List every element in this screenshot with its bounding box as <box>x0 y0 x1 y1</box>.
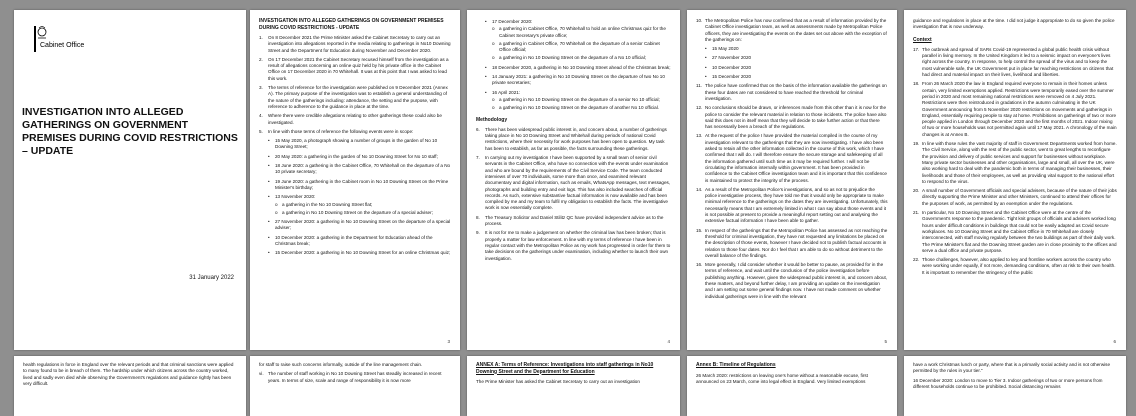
sub-list-item: o a gathering in No 10 Downing Street on the departure of a No 10 official; <box>492 55 671 61</box>
list-item: • 19 June 2020: a gathering in the Cabinet room in No 10 Downing Street on the Prime Minister's birthday; <box>268 179 451 192</box>
report-title: INVESTIGATION INTO ALLEGED GATHERINGS ON GOVERNMENT PREMISES DURING COVID RESTRICTIONS – UPDATE <box>22 106 238 157</box>
context-heading: Context <box>913 36 932 43</box>
date-list <box>705 46 888 80</box>
paragraph: 20. A small number of Government officials and special advisers, because of the nature of their jobs directly supporting the Prime Minister and other Ministers, continued to attend their offices for the purposes of work, as permitted by an exemption under the regulations. <box>913 188 1117 206</box>
document-page-5 <box>687 10 897 350</box>
paragraph: 5. In line with those terms of reference the following events were in scope: <box>259 128 414 134</box>
paragraph: guidance and regulations in place at the time. I did not judge it appropriate to do so given the police investigation that is now underway. <box>913 18 1115 30</box>
list-item: • 13 November 2020: o a gathering in the No 10 Downing Street flat; o a gathering in No 10 Downing Street on the departure of a special adviser; <box>268 194 451 216</box>
sub-list-item: o a gathering in the No 10 Downing Street flat; <box>275 202 451 208</box>
paragraph: 21. In particular, No 10 Downing Street and the Cabinet Office were at the centre of the Government's response to the pandemic. Tight knit groups of officials and advisers worked long hours under difficult conditions in buildings that could not be easily adapted as Covid secure workplaces. No 10 Downing Street and the Cabinet Office in 70 Whitehall are closely interconnected, with staff moving regularly between the two buildings as part of their daily work. The Prime Minister's flat and the Downing Street garden are in close proximity to the offices and serve a dual office and private purpose. <box>913 210 1117 253</box>
document-page-6 <box>904 10 1126 350</box>
cover-page <box>14 10 246 350</box>
annex-b-continued-page <box>904 356 1126 416</box>
sub-list-item: o a gathering in No 10 Downing Street on the departure of another No 10 official. <box>492 105 671 111</box>
list-item: • 20 May 2020: a gathering in the garden of No 10 Downing Street for No 10 staff; <box>268 154 451 160</box>
paragraph: 17. The outbreak and spread of SARs Covid-19 represented a global public health crisis without parallel in living memory. In the United Kingdom it led to a seismic impact on everyone's lives right across the country. In response, to help control the spread of the virus and to keep the most vulnerable safe, the UK Government put in place far reaching restrictions on citizens that had direct and material impact on their lives, livelihood and liberties. <box>913 46 1114 78</box>
annex-b-title: Annex B: Timeline of Regulations <box>696 362 776 368</box>
list-item: • 17 December 2020: o a gathering in Cabinet Office, 70 Whitehall to hold an online Christmas quiz for the Cabinet Secretary's private office; o a gathering in Cabinet Office, 70 Whitehall on the departure of a senior Cabinet Office official; o a gathering in No 10 Downing Street on the departure of a No 10 official; <box>485 19 671 62</box>
report-date: 31 January 2022 <box>189 275 234 281</box>
list-item: • 15 May 2020, a photograph showing a number of groups in the garden of No 10 Downing Street; <box>268 138 451 151</box>
list-item: • 27 November 2020: a gathering in No 10 Downing Street on the departure of a special adviser; <box>268 219 451 232</box>
paragraph: 14. As a result of the Metropolitan Police's investigations, and so as not to prejudice the police investigative process, they have told me that it would only be appropriate to make minimal reference to the gatherings on the dates they are investigating. Unfortunately, this necessarily means that I am extremely limited in what I can say about those events and it is not possible at present to provide a meaningful report setting out and analysing the extensive factual information I have been able to gather. <box>696 186 888 224</box>
annex-b-page <box>687 356 897 416</box>
paragraph: The Prime Minister has asked the Cabinet Secretary to carry out an investigation <box>476 379 640 384</box>
paragraph: for staff to raise such concerns informally, outside of the line management chain. <box>259 362 423 367</box>
paragraph: 16 December 2020: London to move to Tier 3. Indoor gatherings of two or more persons from different households continue to be prohibited. Social distancing remains <box>913 377 1103 389</box>
paragraph: 16. More generally, I did consider whether it would be better to pause, as provided for in the terms of reference, and wait until the conclusion of the police investigation before publishing anything. However, given the widespread public interest in, and concern about, these matters, and beyond further delay, I am providing an update on the investigation and I am setting out some general findings now. I have not made comment on whether individual gatherings were in line with the relevant <box>696 262 888 299</box>
paragraph: vi. The number of staff working in No 10 Downing Street has steadily increased in recent years. In terms of size, scale and range of responsibility it is now more <box>259 371 442 383</box>
paragraph: 15. In respect of the gatherings that the Metropolitan Police has assessed as not reaching the threshold for criminal investigation, they have not requested any limitations be placed on the description of those events, however I have decided not to publish factual accounts in relation to those four dates. Nor do I feel that I am able to do so without detriment to the overall balance of the findings. <box>696 227 888 258</box>
sub-list-item: o a gathering in Cabinet Office, 70 Whitehall on the departure of a senior Cabinet Office official; <box>492 41 671 54</box>
paragraph: 12. No conclusions should be drawn, or inferences made from this other than it is now for the police to consider the relevant material in relation to those incidents. The police have also said this does not in itself mean that they will decide to take further action or that there has necessarily been a breach of the regulations. <box>696 105 887 130</box>
paragraph: 6. There has been widespread public interest in, and concern about, a number of gatherings taking place in No 10 Downing Street and Whitehall during periods of national Covid restrictions, where their necessity for work purposes has been open to question. My task has been to establish, as far as possible, the facts surrounding these gatherings. <box>476 126 667 151</box>
paragraph: 19. In line with those rules the vast majority of staff in Government Departments worked from home. The Civil Service, along with the rest of the public sector, went to great lengths to reconfigure the provision and delivery of public services and support for businesses without workplace. Many private sector businesses and other organisations, large and small, all over the UK, were also working hard to deal with the pandemic both in terms of managing their businesses, their livelihoods and those of their employees, as well as providing vital support to the national effort to respond to the virus. <box>913 141 1117 184</box>
paragraph: 18. From 26 March 2020 the law in England required everyone to remain in their homes unless certain, very limited exemptions applied. Restrictions were temporarily eased over the summer period in 2020 and most remaining national restrictions were removed on 4 July 2021. Restrictions were then reintroduced in gradations in the autumn culminating in the UK Government announcing from 5 November 2020 restrictions on movements and gatherings in England, essentially requiring people to stay at home. Prohibitions on gatherings of two or more people applied in London through December 2020 and the first months of 2021. Indoor mixing of two or more households was not permitted again until 17 May 2021. A chronology of the main changes is at Annex B. <box>913 81 1117 137</box>
document-page-7 <box>14 356 246 416</box>
list-item: • 27 November 2020 <box>705 55 888 61</box>
annex-a-title: ANNEX A: Terms of Reference: Investigations into staff gatherings in No10 Downing Street and the Department for Education <box>476 362 654 375</box>
page-number: 3 <box>447 339 450 344</box>
event-list <box>268 138 451 256</box>
list-item: • 15 December 2020 <box>705 74 888 80</box>
paragraph: 2. On 17 December 2021 the Cabinet Secretary recused himself from the investigation as a result of allegations concerning an online quiz held by his private office in the Cabinet Office on 17 December 2020 in 70 Whitehall. It was at this point that I was asked to lead this work. <box>259 56 449 81</box>
event-list <box>485 19 671 112</box>
document-page-8 <box>250 356 460 416</box>
organisation-name: Cabinet Office <box>40 42 85 49</box>
page-number: 6 <box>1113 339 1116 344</box>
list-item: • 15 December 2020: a gathering in No 10 Downing Street for an online Christmas quiz; <box>268 250 451 256</box>
paragraph: 9. It is not for me to make a judgement on whether the criminal law has been broken; that is properly a matter for law enforcement. In line with my terms of reference I have been in regular contact with the Metropolitan Police as my work has progressed in order for them to take decisions on the gatherings under examination, including whether to launch their own investigation. <box>476 230 671 261</box>
paragraph: 10. The Metropolitan Police has now confirmed that as a result of information provided by the Cabinet Office investigation team, as well as assessments made by Metropolitan Police officers, they are investigating the events on the dates set out above with the exception of the gatherings on: <box>696 18 887 42</box>
paragraph: 3. The terms of reference for the investigation were published on 9 December 2021 (Annex A). The primary purpose of the investigation was to establish a general understanding of the nature of the gatherings including: attendance, the setting and the purpose, with reference to adherence to the guidance in place at the time. <box>259 85 448 109</box>
paragraph: health regulations in force in England over the relevant periods and that criminal sanctions were applied to many found to be in breach of them. The hardship under which citizens across the country worked, lived and sadly even died while observing the Government's regulations and guidance rightly has been very difficult. <box>23 362 234 386</box>
list-item: • 14 January 2021: a gathering in No 10 Downing Street on the departure of two No 10 private secretaries; <box>485 74 671 87</box>
annex-a-page <box>467 356 680 416</box>
paragraph: 11. The police have confirmed that on the basis of the information available the gatherings on these four dates are not considered to have reached the threshold for criminal investigation. <box>696 83 887 101</box>
list-item: • 16 April 2021: o a gathering in No 10 Downing Street on the departure of a senior No 10 official; o a gathering in No 10 Downing Street on the departure of another No 10 official. <box>485 90 671 112</box>
document-page-4 <box>467 10 680 350</box>
paragraph: have a work Christmas lunch or party, where that is a primarily social activity and is not otherwise permitted by the rules in your tier." <box>913 362 1111 374</box>
paragraph: 26 March 2020: restrictions on leaving one's home without a reasonable excuse, first announced on 23 March, come into legal effect in England. Very limited exemptions <box>696 372 868 384</box>
methodology-heading: Methodology <box>476 116 508 123</box>
sub-list-item: o a gathering in No 10 Downing Street on the departure of a special adviser; <box>275 210 451 216</box>
paragraph: 13. At the request of the police I have provided the material compiled in the course of my investigation relevant to the gatherings that they are now investigating. I have also been asked to retain all the other information collected in the course of this work, which I have confirmed that I will do. I will therefore ensure the secure storage and safekeeping of all the information gathered until such time as it may be required further. I will not be circulating the information internally within government. It has been provided in confidence to the Cabinet Office investigation team and it is important that this confidence is maintained to protect the integrity of the process. <box>696 133 887 183</box>
paragraph: 7. In carrying out my investigation I have been supported by a small team of senior civil servants in the Cabinet Office, who have no connection with the events under examination and who are bound by the requirements of the Civil Service Code. The team conducted interviews of over 70 individuals, some more than once, and examined relevant documentary and digital information, such as emails, WhatsApp messages, text messages, photographs and building entry and exit logs. This has also included searches of official records. As such, extensive substantive factual information is now available and has been compiled by me and my team to fulfil my obligation to establish the facts. The investigative work is now essentially complete. <box>476 155 671 211</box>
page-number: 5 <box>884 339 887 344</box>
list-item: • 18 December 2020, a gathering in No 10 Downing Street ahead of the Christmas break; <box>485 65 671 71</box>
paragraph: 4. Where there were credible allegations relating to other gatherings these could also be investigated. <box>259 113 442 125</box>
paragraph: 22. Those challenges, however, also applied to key and frontline workers across the country who were working under equally, if not more, demanding conditions, often at risk to their own health. It is important to remember the stringency of the public <box>913 257 1116 275</box>
paragraph: 1. On 8 December 2021 the Prime Minister asked the Cabinet Secretary to carry out an investigation into allegations reported in the media relating to gatherings in No10 Downing Street and the Department for Education during November and December 2020. <box>259 35 451 53</box>
list-item: • 10 December 2020: a gathering in the Department for Education ahead of the Christmas break; <box>268 235 451 248</box>
list-item: • 18 June 2020: a gathering in the Cabinet Office, 70 Whitehall on the departure of a No 10 private secretary; <box>268 163 451 176</box>
sub-list-item: o a gathering in No 10 Downing Street on the departure of a senior No 10 official; <box>492 97 671 103</box>
page-number: 4 <box>667 339 670 344</box>
royal-crest-icon <box>36 26 48 40</box>
section-heading: INVESTIGATION INTO ALLEGED GATHERINGS ON GOVERNMENT PREMISES DURING COVID RESTRICTIONS - UPDATE <box>259 18 444 31</box>
document-page-3 <box>250 10 460 350</box>
sub-list-item: o a gathering in Cabinet Office, 70 Whitehall to hold an online Christmas quiz for the Cabinet Secretary's private office; <box>492 26 671 39</box>
list-item: • 10 December 2020 <box>705 65 888 71</box>
paragraph: 8. The Treasury Solicitor and Daniel Stilitz QC have provided independent advice as to the process. <box>476 214 664 227</box>
list-item: • 15 May 2020 <box>705 46 888 52</box>
